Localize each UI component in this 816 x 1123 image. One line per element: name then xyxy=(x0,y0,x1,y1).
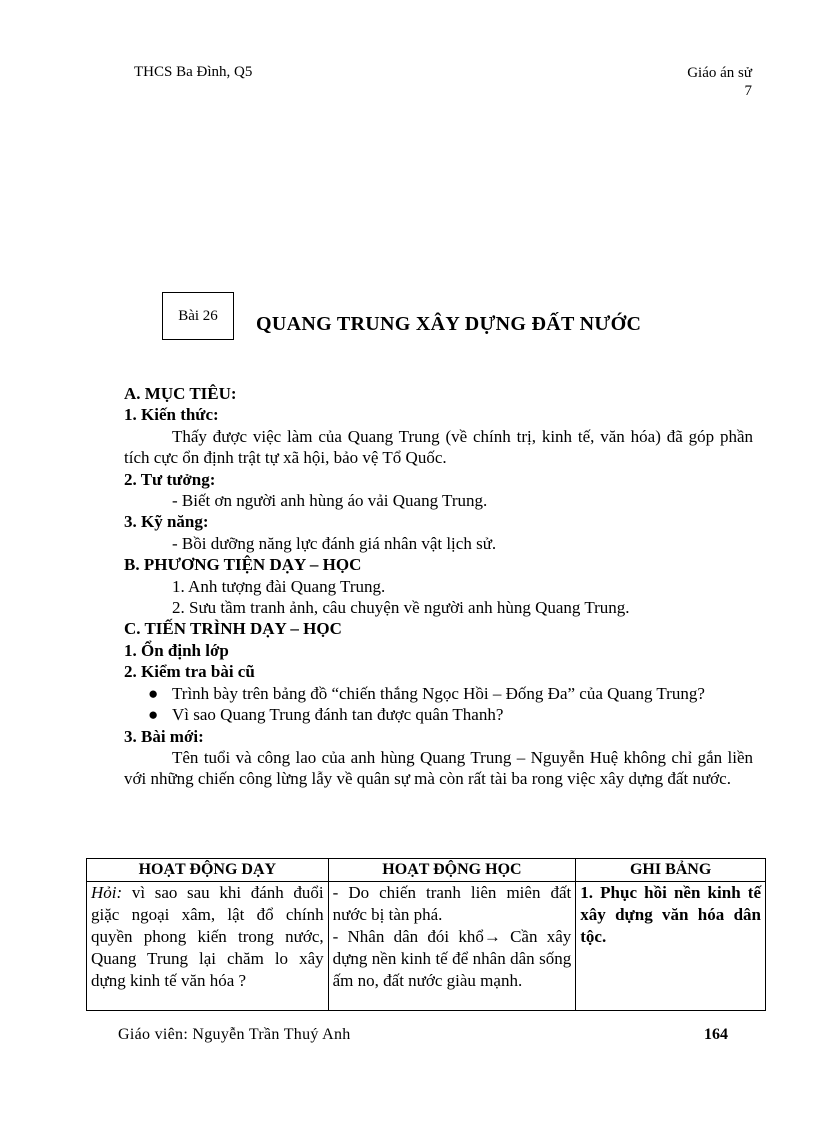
header-subject: Giáo án sử xyxy=(687,65,752,81)
review-questions-list xyxy=(124,683,753,726)
cell-teaching xyxy=(87,882,329,1011)
lesson-number: Bài 26 xyxy=(178,307,218,324)
section-c3-heading: 3. Bài mới: xyxy=(124,726,204,746)
lesson-title: QUANG TRUNG XÂY DỰNG ĐẤT NƯỚC xyxy=(256,313,642,335)
section-c3-text: Tên tuổi và công lao của anh hùng Quang Trung – Nguyễn Huệ không chỉ gắn liền với những chiến công lừng lẫy về quân sự mà còn rất tài ba rong việc xây dựng đất nước. xyxy=(124,747,753,789)
lesson-content xyxy=(124,383,753,790)
header-grade: 7 xyxy=(744,83,752,99)
learning-answer-1: - Do chiến tranh liên miên đất nước bị tàn phá. xyxy=(332,883,572,924)
cell-board-notes: 1. Phục hồi nền kinh tế xây dựng văn hóa dân tộc. xyxy=(576,882,766,1011)
list-item xyxy=(148,683,753,704)
bullet-icon: ● xyxy=(148,705,159,725)
lesson-number-box xyxy=(162,292,234,340)
cell-learning xyxy=(328,882,576,1011)
table-row xyxy=(87,882,766,1011)
learning-answer-2: - Nhân dân đói khổ→ Cần xây dựng nền kinh tế để nhân dân sống ấm no, đất nước giàu mạnh. xyxy=(332,927,572,990)
section-a2-heading: 2. Tư tưởng: xyxy=(124,469,216,489)
section-a2-text: - Biết ơn người anh hùng áo vải Quang Trung. xyxy=(172,491,488,511)
section-a-heading: A. MỤC TIÊU: xyxy=(124,384,237,403)
bullet-icon: ● xyxy=(148,683,159,703)
header-doc-type xyxy=(687,64,752,100)
header-board-notes: GHI BẢNG xyxy=(576,859,766,882)
activity-table xyxy=(86,858,766,1011)
section-c2-heading: 2. Kiểm tra bài cũ xyxy=(124,662,255,682)
section-b-heading: B. PHƯƠNG TIỆN DẠY – HỌC xyxy=(124,555,362,575)
section-b-item: 2. Sưu tầm tranh ảnh, câu chuyện về người anh hùng Quang Trung. xyxy=(172,598,630,618)
review-question: Vì sao Quang Trung đánh tan được quân Thanh? xyxy=(172,705,504,725)
question-label: Hỏi: xyxy=(91,883,123,902)
section-a3-heading: 3. Kỹ năng: xyxy=(124,512,209,532)
header-learning: HOẠT ĐỘNG HỌC xyxy=(328,859,576,882)
teaching-question: vì sao sau khi đánh đuổi giặc ngoại xâm, lật đổ chính quyền phong kiến trong nước, Quang Trung lại chăm lo xây dựng kinh tế văn hóa ? xyxy=(91,883,324,990)
table-header-row xyxy=(87,859,766,882)
page-number: 164 xyxy=(704,1026,728,1043)
header-school: THCS Ba Đình, Q5 xyxy=(134,64,253,80)
review-question: Trình bày trên bảng đồ “chiến thắng Ngọc Hồi – Đống Đa” của Quang Trung? xyxy=(172,683,705,703)
section-a1-text: Thấy được việc làm của Quang Trung (về chính trị, kinh tế, văn hóa) đã góp phần tích cực ổn định trật tự xã hội, bảo vệ Tổ Quốc. xyxy=(124,426,753,468)
list-item xyxy=(148,704,753,725)
section-c1-heading: 1. Ổn định lớp xyxy=(124,640,229,660)
footer-teacher: Giáo viên: Nguyễn Trần Thuý Anh xyxy=(118,1026,351,1043)
section-c-heading: C. TIẾN TRÌNH DẠY – HỌC xyxy=(124,619,342,639)
section-a1-heading: 1. Kiến thức: xyxy=(124,405,219,425)
header-teaching: HOẠT ĐỘNG DẠY xyxy=(87,859,329,882)
section-a3-text: - Bồi dưỡng năng lực đánh giá nhân vật lịch sử. xyxy=(172,533,497,553)
section-b-item: 1. Anh tượng đài Quang Trung. xyxy=(172,576,386,596)
